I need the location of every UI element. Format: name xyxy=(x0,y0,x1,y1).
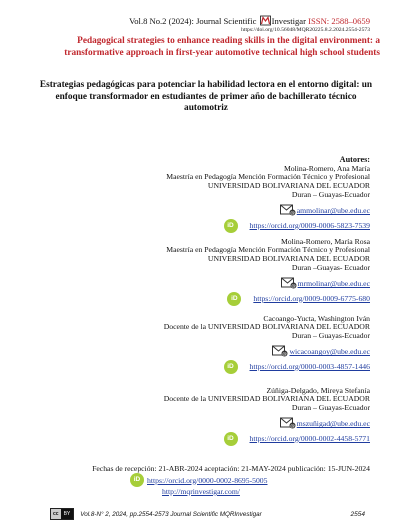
page-footer xyxy=(50,508,365,520)
orcid-row xyxy=(30,289,370,309)
author-orcid[interactable]: https://orcid.org/0000-0003-4857-1446 xyxy=(249,361,370,371)
author-orcid[interactable]: https://orcid.org/0009-0009-6775-680 xyxy=(253,293,370,303)
journal-website-link[interactable]: http://mqrinvestigar.com/ xyxy=(162,487,240,496)
envelope-at-icon xyxy=(281,276,297,289)
svg-text:@: @ xyxy=(290,284,296,290)
author-email[interactable]: mrmolinar@ube.edu.ec xyxy=(297,279,370,289)
author-role: Docente de la UNIVERSIDAD BOLIVARIANA DEL ECUADOR xyxy=(163,322,370,332)
email-row xyxy=(30,413,370,429)
journal-name: Vol.8 No.2 (2024): Journal Scientific xyxy=(129,16,257,26)
author-role: Maestría en Pedagogía Mención Formación Técnico y Profesional xyxy=(166,245,370,255)
email-row xyxy=(30,341,370,357)
author-university: UNIVERSIDAD BOLIVARIANA DEL ECUADOR xyxy=(207,181,370,191)
issn: ISSN: 2588–0659 xyxy=(308,16,370,26)
author-location: Duran – Guayas-Ecuador xyxy=(291,403,370,413)
orcid-icon: iD xyxy=(224,360,238,374)
svg-text:@: @ xyxy=(290,211,295,217)
svg-text:@: @ xyxy=(282,352,288,358)
author-role: Docente de la UNIVERSIDAD BOLIVARIANA DEL ECUADOR xyxy=(163,394,370,404)
author-university: UNIVERSIDAD BOLIVARIANA DEL ECUADOR xyxy=(207,254,370,264)
author-email[interactable]: ammolinar@ube.edu.ec xyxy=(296,206,370,216)
envelope-at-icon xyxy=(272,344,288,357)
author-block xyxy=(30,387,370,450)
author-location: Duran – Guayas-Ecuador xyxy=(291,331,370,341)
author-name: Cacoango-Yucta, Washington Iván xyxy=(263,313,370,323)
doi[interactable]: https://doi.org/10.56048/MQR20225.8.2.2024.2554-2573 xyxy=(241,27,370,33)
orcid-icon: iD xyxy=(227,292,241,306)
orcid-icon: iD xyxy=(224,219,238,233)
journal-name-suffix: Investigar xyxy=(271,16,306,26)
author-name: Molina-Romero, Ana María xyxy=(283,163,370,173)
author-orcid[interactable]: https://orcid.org/0000-0002-4458-5771 xyxy=(249,433,370,443)
svg-text:@: @ xyxy=(289,424,295,430)
journal-orcid-link[interactable]: https://orcid.org/0000-0002-8695-5005 xyxy=(147,475,268,485)
email-row xyxy=(30,273,370,289)
orcid-row xyxy=(30,216,370,236)
orcid-row xyxy=(30,429,370,449)
author-role: Maestría en Pedagogía Mención Formación Técnico y Profesional xyxy=(166,172,370,182)
author-block xyxy=(30,238,370,315)
author-location: Duran –Guayas- Ecuador xyxy=(291,263,370,273)
footer-citation: Vol.8-N° 2, 2024, pp.2554-2573 Journal Scientific MQRInvestigar xyxy=(80,510,262,518)
page-number: 2554 xyxy=(350,510,365,518)
journal-header xyxy=(129,15,370,34)
author-name: Zúñiga-Delgado, Mireya Stefanía xyxy=(266,385,370,395)
author-block xyxy=(30,315,370,387)
journal-contact xyxy=(130,473,268,496)
title-english: Pedagogical strategies to enhance reading skills in the digital environment: a transformative approach in first-year automotive technical high school students xyxy=(64,36,380,58)
authors-label: Autores: xyxy=(339,155,370,164)
title-spanish: Estrategias pedagógicas para potenciar la habilidad lectora en el entorno digital: un enfoque transformador en estudiantes de primer año de bachillerato técnico automotriz xyxy=(39,80,373,114)
author-email[interactable]: wicacoangoy@ube.edu.ec xyxy=(289,347,370,357)
orcid-row xyxy=(30,357,370,377)
orcid-icon: iD xyxy=(130,473,144,487)
envelope-at-icon xyxy=(280,203,296,216)
authors-section xyxy=(30,155,370,449)
envelope-at-icon xyxy=(280,416,296,429)
author-email[interactable]: mszuñigad@ube.edu.ec xyxy=(296,419,370,429)
author-block xyxy=(30,165,370,238)
creative-commons-icon: cc BY xyxy=(50,508,74,520)
author-location: Duran – Guayas-Ecuador xyxy=(291,190,370,200)
author-name: Molina-Romero, María Rosa xyxy=(280,236,370,246)
email-row xyxy=(30,200,370,216)
orcid-icon: iD xyxy=(224,432,238,446)
author-orcid[interactable]: https://orcid.org/0009-0006-5823-7539 xyxy=(249,220,370,230)
publication-dates: Fechas de recepción: 21-ABR-2024 aceptación: 21-MAY-2024 publicación: 15-JUN-2024 xyxy=(92,464,370,473)
journal-logo-icon xyxy=(260,15,271,26)
